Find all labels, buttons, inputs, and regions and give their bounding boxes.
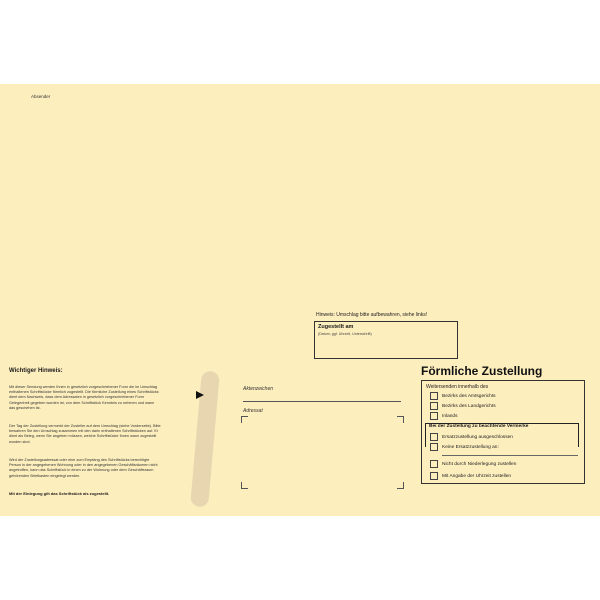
aktenzeichen-label: Aktenzeichen bbox=[243, 386, 274, 392]
form-title: Förmliche Zustellung bbox=[421, 364, 543, 378]
notice-paragraph: Wird der Zustellungsadressat oder eine zum Empfang des Schriftstücks berechtigte Person in der angegebenen Wohnung oder in den angegebenen Geschäftsräumen nicht angetroffen, kann das Schriftstück in einen zu der Wohnung oder dem Geschäftsraum gehörenden Briefkasten eingelegt werden. bbox=[9, 458, 158, 478]
checkbox[interactable] bbox=[430, 460, 438, 468]
zugestellt-title: Zugestellt am bbox=[318, 324, 354, 330]
address-window-corner bbox=[397, 416, 404, 423]
arrow-right-icon bbox=[196, 391, 204, 399]
notice-paragraph: Mit dieser Sendung werden Ihnen in gesetzlich vorgeschriebener Form die im Umschlag enthaltenen Schriftstücke förmlich zugestellt. Die förmliche Zustellung eines Schriftstücks dient dem Nachweis, dass dem Adressaten in gesetzlich vorgeschriebener Form Gelegenheit gegeben worden ist, von dem Schriftstück Kenntnis zu nehmen und wann das geschehen ist. bbox=[9, 385, 159, 410]
checkbox[interactable] bbox=[430, 472, 438, 480]
option-label: Bezirks des Landgerichts bbox=[442, 403, 496, 409]
aktenzeichen-line[interactable] bbox=[243, 401, 401, 402]
hint-text: Hinweis: Umschlag bitte aufbewahren, siehe links! bbox=[316, 312, 428, 318]
checkbox[interactable] bbox=[430, 412, 438, 420]
weitersenden-label: Weitersenden innerhalb des bbox=[426, 384, 489, 390]
notice-title: Wichtiger Hinweis: bbox=[9, 368, 63, 374]
sender-label: Absender bbox=[31, 94, 51, 99]
option-nicht-niederlegung[interactable] bbox=[430, 460, 516, 468]
option-keine-ersatzzustellung[interactable] bbox=[430, 443, 499, 451]
notice-final: Mit der Einlegung gilt das Schriftstück als zugestellt. bbox=[9, 491, 110, 496]
address-window-corner bbox=[397, 482, 404, 489]
form-box bbox=[421, 380, 585, 484]
checkbox[interactable] bbox=[430, 433, 438, 441]
adressat-label: Adressat bbox=[243, 408, 263, 414]
checkbox[interactable] bbox=[430, 392, 438, 400]
address-window-corner bbox=[241, 416, 248, 423]
zugestellt-subtitle: (Datum, ggf. Uhrzeit, Unterschrift) bbox=[318, 332, 372, 336]
option-label: Ersatzzustellung ausgeschlossen bbox=[442, 434, 513, 440]
option-label: Inlands bbox=[442, 413, 458, 419]
option-mit-uhrzeit[interactable] bbox=[430, 472, 511, 480]
zugestellt-box[interactable] bbox=[314, 321, 458, 359]
option-landgericht[interactable] bbox=[430, 402, 496, 410]
option-label: Mit Angabe der Uhrzeit zustellen bbox=[442, 473, 512, 479]
option-label: Nicht durch Niederlegung zustellen bbox=[442, 461, 517, 467]
address-window-corner bbox=[241, 482, 248, 489]
option-label: Bezirks des Amtsgerichts bbox=[442, 393, 496, 399]
envelope bbox=[0, 84, 600, 516]
checkbox[interactable] bbox=[430, 443, 438, 451]
diagonal-stripe bbox=[190, 370, 220, 507]
option-inlands[interactable] bbox=[430, 412, 457, 420]
option-label: Keine Ersatzzustellung an: bbox=[442, 444, 499, 450]
notice-paragraph: Der Tag der Zustellung vermerkt der Zusteller auf dem Umschlag (siehe Vorderseite). Bitte bewahren Sie den Umschlag zusammen mit den darin enthaltenen Schriftstücken auf. Er dient als Beleg, wenn Sie angeben müssen, welche Schriftstücke Ihnen wann zugestellt worden sind. bbox=[9, 424, 161, 444]
option-amtsgericht[interactable] bbox=[430, 392, 496, 400]
vermerke-title: Bei der Zustellung zu beachtende Vermerke bbox=[429, 424, 529, 429]
option-ersatzzustellung-ausgeschlossen[interactable] bbox=[430, 433, 513, 441]
ersatz-recipient-line[interactable] bbox=[442, 455, 578, 456]
checkbox[interactable] bbox=[430, 402, 438, 410]
